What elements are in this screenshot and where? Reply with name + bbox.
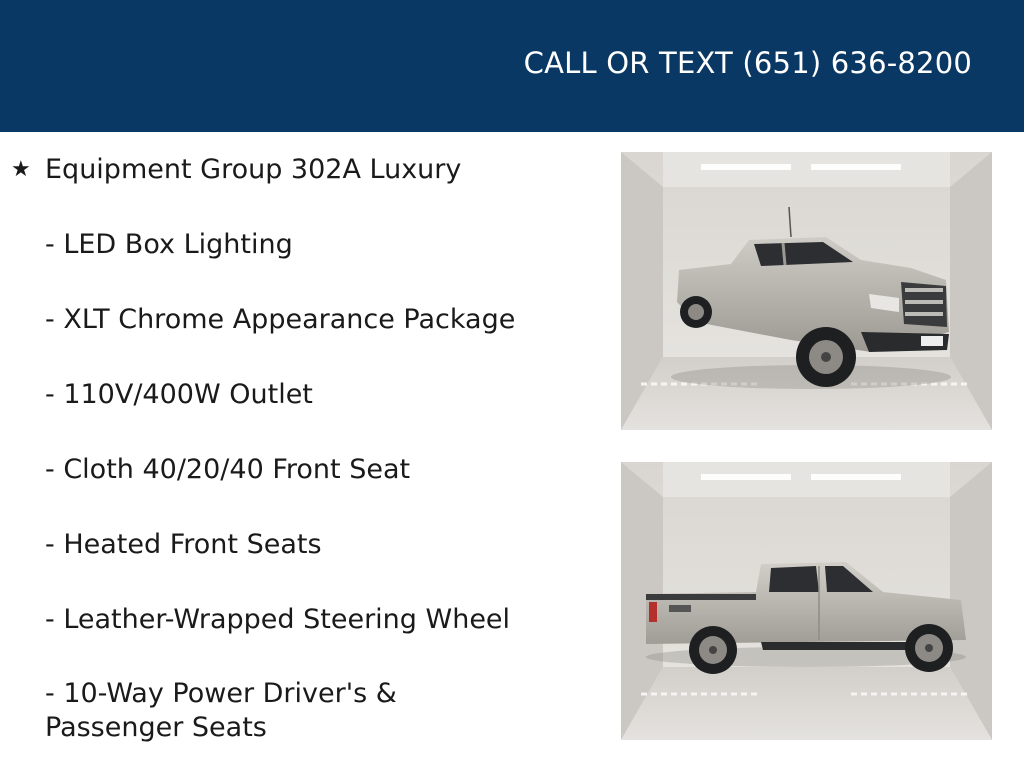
feature-item: - 110V/400W Outlet [45, 379, 313, 410]
feature-item: - Cloth 40/20/40 Front Seat [45, 454, 411, 485]
feature-item: - LED Box Lighting [45, 229, 293, 260]
truck-front-three-quarter-photo[interactable] [621, 152, 992, 430]
feature-item-continued: Passenger Seats [45, 712, 267, 743]
feature-item: - Leather-Wrapped Steering Wheel [45, 604, 511, 635]
call-or-text-phone[interactable]: CALL OR TEXT (651) 636-8200 [523, 46, 972, 80]
feature-item: - Heated Front Seats [45, 529, 322, 560]
feature-item: - 10-Way Power Driver's & [45, 678, 397, 709]
feature-title: Equipment Group 302A Luxury [45, 154, 462, 185]
header-banner [0, 0, 1024, 132]
feature-item: - XLT Chrome Appearance Package [45, 304, 516, 335]
truck-side-profile-photo[interactable] [621, 462, 992, 740]
star-icon: ★ [11, 157, 31, 182]
